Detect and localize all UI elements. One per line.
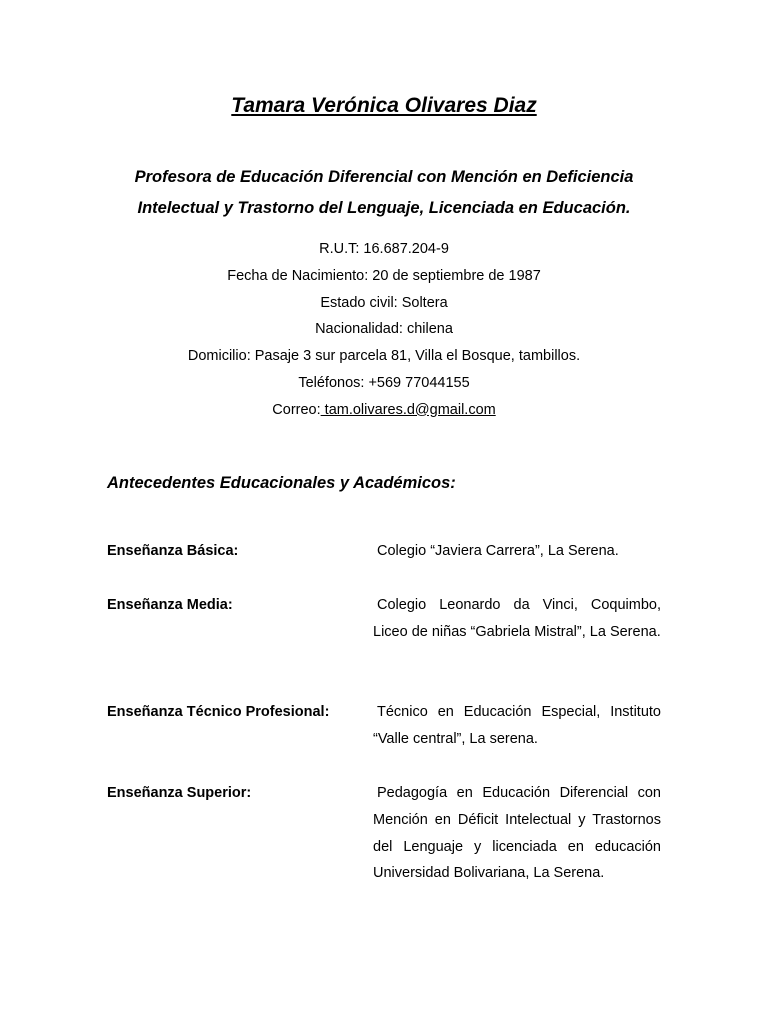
education-label: Enseñanza Superior: (107, 785, 252, 801)
education-label: Enseñanza Básica: (107, 543, 239, 559)
education-label: Enseñanza Media: (107, 597, 233, 613)
email-label: Correo: (272, 401, 321, 418)
education-label: Enseñanza Técnico Profesional: (107, 704, 330, 720)
education-value: Técnico en Educación Especial, Instituto “Valle central”, La serena. (373, 704, 661, 747)
phone-line: Teléfonos: +569 77044155 (298, 374, 470, 391)
education-value: Colegio Leonardo da Vinci, Coquimbo, Liceo de niñas “Gabriela Mistral”, La Serena. (373, 597, 661, 640)
education-heading: Antecedentes Educacionales y Académicos: (107, 474, 456, 492)
profession-title: Profesora de Educación Diferencial con Mención en Deficiencia Intelectual y Trastorno del Lenguaje, Licenciada en Educación. (134, 168, 634, 217)
education-value: Colegio “Javiera Carrera”, La Serena. (377, 543, 619, 559)
civil-status-line: Estado civil: Soltera (320, 294, 448, 311)
candidate-name: Tamara Verónica Olivares Diaz (231, 94, 537, 117)
address-line: Domicilio: Pasaje 3 sur parcela 81, Villa el Bosque, tambillos. (187, 348, 581, 365)
email-link[interactable]: tam.olivares.d@gmail.com (320, 401, 496, 418)
education-value: Pedagogía en Educación Diferencial con Mención en Déficit Intelectual y Trastornos del Lenguaje y licenciada en educación Universidad Bolivariana, La Serena. (373, 785, 661, 882)
email-line (0, 397, 768, 424)
rut-line: R.U.T: 16.687.204-9 (319, 241, 449, 257)
nationality-line: Nacionalidad: chilena (315, 321, 453, 338)
personal-info (0, 236, 768, 424)
birth-date-line: Fecha de Nacimiento: 20 de septiembre de 1987 (227, 267, 541, 284)
